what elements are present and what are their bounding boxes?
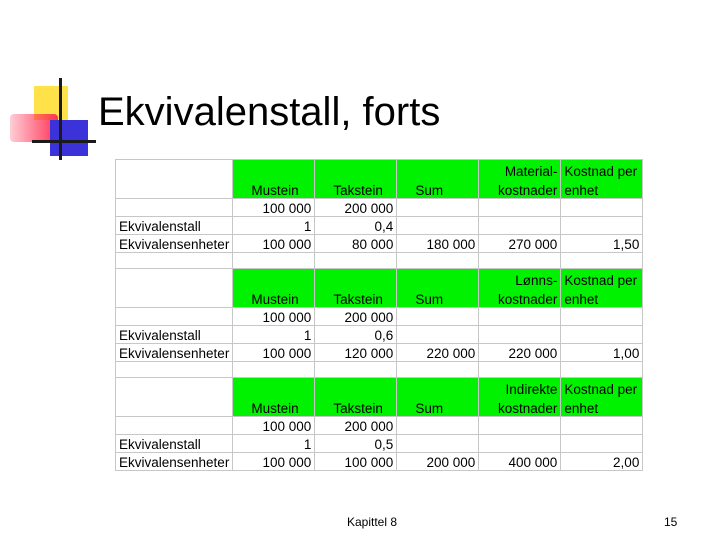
units-row-row <box>116 453 643 471</box>
cost-table <box>115 159 643 471</box>
table-cell <box>397 362 479 378</box>
equivalence-row-row <box>116 435 643 453</box>
table-cell: 220 000 <box>397 344 479 362</box>
table-cell <box>397 308 479 326</box>
header-cell <box>233 160 315 180</box>
table-cell <box>561 435 643 453</box>
header-cell: Sum <box>397 288 479 308</box>
header-cell: Sum <box>397 179 479 199</box>
header-cell: enhet <box>561 397 643 417</box>
table-cell <box>397 253 479 269</box>
units-row-row <box>116 235 643 253</box>
header-cell: Kostnad per <box>561 269 643 289</box>
header-cell: Lønns- <box>479 269 561 289</box>
header-cell: Material- <box>479 160 561 180</box>
footer-chapter: Kapittel 8 <box>347 515 398 529</box>
table-cell <box>315 253 397 269</box>
header-cell <box>116 160 233 180</box>
table-cell <box>116 417 233 435</box>
header-cell: Mustein <box>233 288 315 308</box>
header-cell <box>116 397 233 417</box>
table-cell <box>116 199 233 217</box>
table-cell <box>479 417 561 435</box>
header-cell <box>116 269 233 289</box>
header-cell: kostnader <box>479 179 561 199</box>
table-cell <box>561 253 643 269</box>
table-cell <box>397 326 479 344</box>
spreadsheet <box>115 159 643 471</box>
table-cell <box>397 217 479 235</box>
table-cell <box>233 362 315 378</box>
header-cell <box>116 179 233 199</box>
table-cell: 100 000 <box>233 344 315 362</box>
table-cell: 270 000 <box>479 235 561 253</box>
table-cell: 200 000 <box>315 417 397 435</box>
table-cell <box>116 362 233 378</box>
equivalence-row-row <box>116 326 643 344</box>
header-cell <box>116 288 233 308</box>
table-cell <box>116 253 233 269</box>
table-cell: 100 000 <box>233 199 315 217</box>
header-cell: kostnader <box>479 397 561 417</box>
table-cell: 220 000 <box>479 344 561 362</box>
table-cell <box>479 362 561 378</box>
header-cell: Takstein <box>315 179 397 199</box>
header-cell <box>397 160 479 180</box>
table-cell: 2,00 <box>561 453 643 471</box>
header-cell: Takstein <box>315 288 397 308</box>
table-cell: 100 000 <box>233 453 315 471</box>
table-cell: 100 000 <box>233 235 315 253</box>
header-cell: Kostnad per <box>561 378 643 398</box>
header-cell <box>233 269 315 289</box>
header-cell: kostnader <box>479 288 561 308</box>
table-cell <box>233 253 315 269</box>
table-cell: 1,00 <box>561 344 643 362</box>
header-row-bottom <box>116 397 643 417</box>
table-cell <box>479 435 561 453</box>
header-cell <box>233 378 315 398</box>
page-number: 15 <box>664 515 678 529</box>
header-cell: enhet <box>561 179 643 199</box>
header-cell: enhet <box>561 288 643 308</box>
equivalence-row-row <box>116 217 643 235</box>
header-row-bottom <box>116 179 643 199</box>
table-cell: Ekvivalenstall <box>116 435 233 453</box>
quantity-row <box>116 199 643 217</box>
table-cell <box>116 308 233 326</box>
table-cell <box>479 253 561 269</box>
table-cell: 1 <box>233 326 315 344</box>
table-cell: 0,5 <box>315 435 397 453</box>
slide-logo-icon <box>8 78 98 164</box>
header-cell: Mustein <box>233 179 315 199</box>
table-cell: 120 000 <box>315 344 397 362</box>
table-cell: 180 000 <box>397 235 479 253</box>
header-cell <box>315 160 397 180</box>
table-cell: Ekvivalensenheter <box>116 235 233 253</box>
header-cell <box>116 378 233 398</box>
table-cell: 80 000 <box>315 235 397 253</box>
header-cell <box>397 378 479 398</box>
table-cell: 100 000 <box>233 417 315 435</box>
table-cell <box>561 326 643 344</box>
header-cell: Mustein <box>233 397 315 417</box>
table-cell: 200 000 <box>315 199 397 217</box>
table-cell <box>479 326 561 344</box>
header-cell: Kostnad per <box>561 160 643 180</box>
table-cell: 1 <box>233 217 315 235</box>
table-cell: 1,50 <box>561 235 643 253</box>
table-cell: 400 000 <box>479 453 561 471</box>
table-cell: Ekvivalensenheter <box>116 344 233 362</box>
quantity-row <box>116 308 643 326</box>
table-cell: Ekvivalenstall <box>116 326 233 344</box>
table-cell: 100 000 <box>315 453 397 471</box>
header-cell: Takstein <box>315 397 397 417</box>
header-row-top <box>116 269 643 289</box>
table-cell <box>397 417 479 435</box>
table-cell: Ekvivalenstall <box>116 217 233 235</box>
table-cell <box>315 362 397 378</box>
table-cell <box>561 308 643 326</box>
slide-title: Ekvivalenstall, forts <box>98 90 441 134</box>
table-cell: 200 000 <box>397 453 479 471</box>
table-cell: 0,6 <box>315 326 397 344</box>
table-cell <box>397 435 479 453</box>
table-cell <box>561 199 643 217</box>
header-cell <box>315 378 397 398</box>
table-cell <box>561 362 643 378</box>
header-row-top <box>116 378 643 398</box>
table-cell <box>397 199 479 217</box>
header-cell: Sum <box>397 397 479 417</box>
spacer-row <box>116 362 643 378</box>
header-row-bottom <box>116 288 643 308</box>
table-cell: 100 000 <box>233 308 315 326</box>
table-cell: Ekvivalensenheter <box>116 453 233 471</box>
quantity-row <box>116 417 643 435</box>
header-row-top <box>116 160 643 180</box>
spacer-row <box>116 253 643 269</box>
header-cell <box>397 269 479 289</box>
table-cell <box>479 217 561 235</box>
table-cell <box>479 308 561 326</box>
table-cell <box>479 199 561 217</box>
table-cell: 1 <box>233 435 315 453</box>
table-cell <box>561 217 643 235</box>
units-row-row <box>116 344 643 362</box>
table-cell: 200 000 <box>315 308 397 326</box>
table-cell <box>561 417 643 435</box>
header-cell <box>315 269 397 289</box>
header-cell: Indirekte <box>479 378 561 398</box>
table-cell: 0,4 <box>315 217 397 235</box>
